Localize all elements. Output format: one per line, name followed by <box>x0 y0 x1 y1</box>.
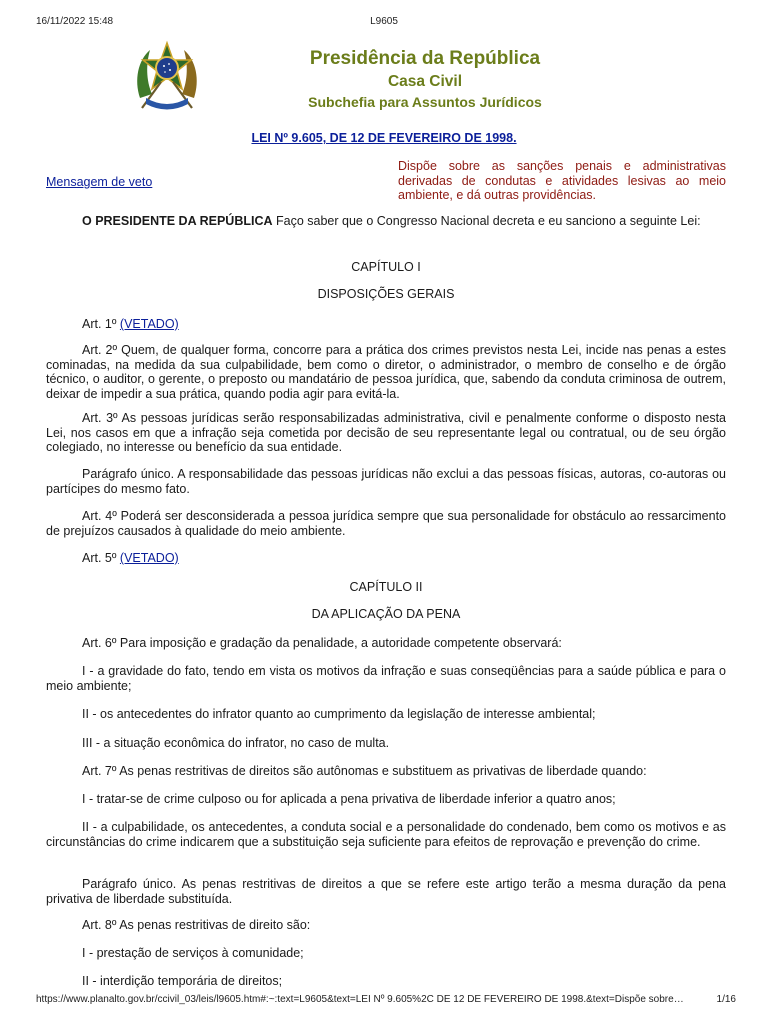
article-7-paragrafo-label: Parágrafo único. <box>82 877 177 891</box>
masthead-casa-civil: Casa Civil <box>387 73 463 90</box>
print-header <box>0 16 768 30</box>
article-5-vetado-link[interactable]: (VETADO) <box>119 551 179 565</box>
article-8: Art. 8º As penas restritivas de direito são: <box>82 918 311 932</box>
veto-message-link[interactable]: Mensagem de veto <box>46 175 153 189</box>
preamble-text: Faço saber que o Congresso Nacional decreta e eu sanciono a seguinte Lei: <box>272 214 701 228</box>
article-1 <box>46 317 726 332</box>
masthead-presidencia: Presidência da República <box>309 48 541 69</box>
chapter-2-label: CAPÍTULO II <box>349 580 423 594</box>
article-5-prefix: Art. 5º <box>82 551 120 565</box>
article-7-paragrafo-text: As penas restritivas de direitos a que se refere este artigo terão a mesma duração da pena privativa de liberdade substituída. <box>46 877 726 906</box>
law-title-link[interactable]: LEI Nº 9.605, DE 12 DE FEVEREIRO DE 1998. <box>251 131 517 145</box>
article-3-paragrafo: Parágrafo único. A responsabilidade das pessoas jurídicas não exclui a das pessoas físicas, autoras, co-autoras ou partícipes do mesmo fato. <box>46 467 726 496</box>
law-title <box>0 131 768 145</box>
article-8-item-i: I - prestação de serviços à comunidade; <box>82 946 304 960</box>
article-3: Art. 3º As pessoas jurídicas serão responsabilizadas administrativa, civil e penalmente conforme o disposto nesta Lei, nos casos em que a infração seja cometida por decisão de seu representante legal ou contratual, ou de seu órgão colegiado, no interesse ou benefício da sua entidade. <box>46 411 726 454</box>
preamble <box>46 214 726 229</box>
print-url: https://www.planalto.gov.br/ccivil_03/leis/l9605.htm#:~:text=L9605&text=LEI Nº 9.605%2C DE 12 DE FEVEREIRO DE 1998.&text=Dispõe sobre… <box>36 994 684 1005</box>
article-1-prefix: Art. 1º <box>82 317 120 331</box>
law-summary: Dispõe sobre as sanções penais e administrativas derivadas de condutas e atividades lesivas ao meio ambiente, e dá outras providências. <box>398 159 726 202</box>
preamble-bold: O PRESIDENTE DA REPÚBLICA <box>82 214 273 228</box>
article-7-item-i: I - tratar-se de crime culposo ou for aplicada a pena privativa de liberdade inferior a quatro anos; <box>82 792 616 806</box>
masthead <box>230 46 620 112</box>
article-2: Art. 2º Quem, de qualquer forma, concorre para a prática dos crimes previstos nesta Lei, incide nas penas a estes cominadas, na medida da sua culpabilidade, bem como o diretor, o administrador, o membro de conselho e de órgão técnico, o auditor, o gerente, o preposto ou mandatário de pessoa jurídica, que, sabendo da conduta criminosa de outrem, deixar de impedir a sua prática, quando podia agir para evitá-la. <box>46 343 726 401</box>
print-doc-title: L9605 <box>370 16 398 27</box>
article-1-vetado-link[interactable]: (VETADO) <box>119 317 179 331</box>
print-page-number: 1/16 <box>716 994 736 1005</box>
print-footer <box>0 994 768 1008</box>
article-7: Art. 7º As penas restritivas de direitos são autônomas e substituem as privativas de liberdade quando: <box>82 764 647 778</box>
article-8-item-ii: II - interdição temporária de direitos; <box>82 974 283 988</box>
article-6-item-iii: III - a situação econômica do infrator, no caso de multa. <box>82 736 390 750</box>
article-4: Art. 4º Poderá ser desconsiderada a pessoa jurídica sempre que sua personalidade for obstáculo ao ressarcimento de prejuízos causados à qualidade do meio ambiente. <box>46 509 726 538</box>
article-7-item-ii: II - a culpabilidade, os antecedentes, a conduta social e a personalidade do condenado, bem como os motivos e as circunstâncias do crime indicarem que a substituição seja suficiente para efeitos de reprovação e prevenção do crime. <box>46 820 726 849</box>
article-6-item-i: I - a gravidade do fato, tendo em vista os motivos da infração e suas conseqüências para a saúde pública e para o meio ambiente; <box>46 664 726 693</box>
brazil-coat-of-arms-icon <box>132 40 202 114</box>
article-6: Art. 6º Para imposição e gradação da penalidade, a autoridade competente observará: <box>82 636 562 650</box>
article-7-paragrafo <box>46 877 726 906</box>
chapter-1-title: DISPOSIÇÕES GERAIS <box>317 287 455 301</box>
article-6-item-ii: II - os antecedentes do infrator quanto ao cumprimento da legislação de interesse ambiental; <box>82 707 596 721</box>
chapter-2-title: DA APLICAÇÃO DA PENA <box>311 607 461 621</box>
masthead-subchefia: Subchefia para Assuntos Jurídicos <box>308 94 542 110</box>
chapter-1-label: CAPÍTULO I <box>351 260 421 274</box>
article-5 <box>46 551 726 566</box>
print-datetime: 16/11/2022 15:48 <box>36 16 114 27</box>
